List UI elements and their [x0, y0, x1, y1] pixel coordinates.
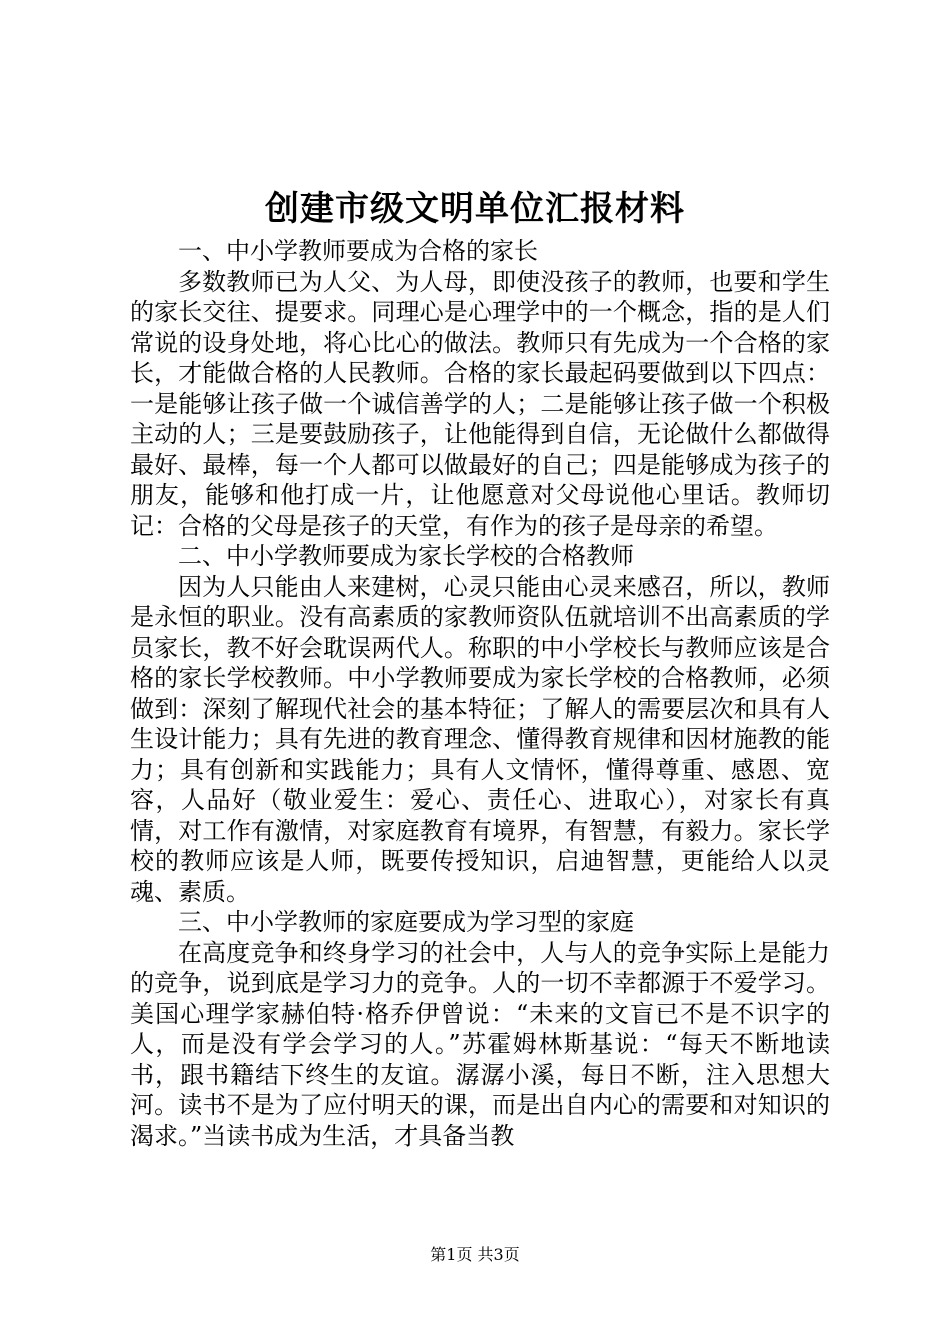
body-paragraph-2: 因为人只能由人来建树，心灵只能由心灵来感召，所以，教师是永恒的职业。没有高素质的家教师资队伍就培训不出高素质的学员家长，教不好会耽误两代人。称职的中小学校长与教师应该是合格的家长学校教师。中小学教师要成为家长学校的合格教师，必须做到：深刻了解现代社会的基本特征；了解人的需要层次和具有人生设计能力；具有先进的教育理念、懂得教育规律和因材施教的能力；具有创新和实践能力；具有人文情怀，懂得尊重、感恩、宽容，人品好（敬业爱生：爱心、责任心、进取心），对家长有真情，对工作有激情，对家庭教育有境界，有智慧，有毅力。家长学校的教师应该是人师，既要传授知识，启迪智慧，更能给人以灵魂、素质。 [130, 572, 830, 906]
document-title: 创建市级文明单位汇报材料 [265, 189, 685, 229]
section-heading-1: 一、中小学教师要成为合格的家长 [178, 237, 538, 265]
body-paragraph-3: 在高度竞争和终身学习的社会中，人与人的竞争实际上是能力的竞争，说到底是学习力的竞争。人的一切不幸都源于不爱学习。美国心理学家赫伯特·格乔伊曾说：“未来的文盲已不是不识字的人，而是没有学会学习的人。”苏霍姆林斯基说：“每天不断地读书，跟书籍结下终生的友谊。潺潺小溪，每日不断，注入思想大河。读书不是为了应付明天的课，而是出自内心的需要和对知识的渴求。”当读书成为生活，才具备当教 [130, 938, 830, 1150]
document-body [130, 236, 830, 1151]
section-heading-2: 二、中小学教师要成为家长学校的合格教师 [178, 542, 634, 570]
page-number-footer: 第1页 共3页 [430, 1245, 520, 1264]
section-heading-3: 三、中小学教师的家庭要成为学习型的家庭 [178, 908, 634, 936]
body-paragraph-1: 多数教师已为人父、为人母，即使没孩子的教师，也要和学生的家长交往、提要求。同理心是心理学中的一个概念，指的是人们常说的设身处地，将心比心的做法。教师只有先成为一个合格的家长，才能做合格的人民教师。合格的家长最起码要做到以下四点：一是能够让孩子做一个诚信善学的人；二是能够让孩子做一个积极主动的人；三是要鼓励孩子，让他能得到自信，无论做什么都做得最好、最棒，每一个人都可以做最好的自己；四是能够成为孩子的朋友，能够和他打成一片，让他愿意对父母说他心里话。教师切记：合格的父母是孩子的天堂，有作为的孩子是母亲的希望。 [130, 267, 830, 540]
